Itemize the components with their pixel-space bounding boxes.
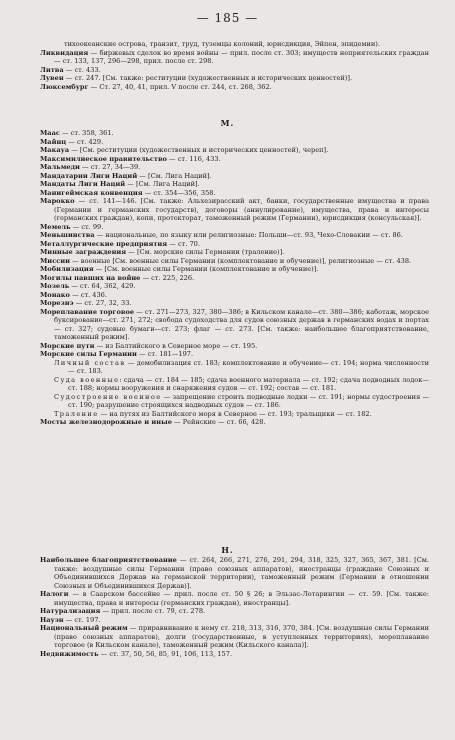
entry-references: — ст. 70.: [167, 239, 200, 248]
entry-references: — ст. 247. [См. также: реституции (художественных и исторических ценностей)].: [63, 74, 353, 82]
entry-references: — биржевых сделок во время войны — прил. после ст. 303; имуществ неприятельских граждан — ст. 133, 137, 296—298, прил. после ст. 298.: [54, 48, 429, 65]
section-letter-n: Н.: [221, 545, 234, 555]
index-entry: [40, 248, 429, 257]
entry-continuation: тихоокеанские острова, транзит, труд, туземцы колоний, юрисдикция, Эйпен, эпидемии).: [64, 40, 380, 48]
index-entry: [40, 299, 429, 308]
entry-heading: Минные заграждения: [40, 248, 127, 256]
entry-references: — запрещение строить подводные лодки — ст. 191; нормы судостроения — ст. 190; разрушение строящихся надводных судов — ст. 186.: [68, 392, 430, 409]
index-entry: [40, 197, 429, 223]
entry-references: — ст. 99.: [70, 222, 104, 231]
entry-references: : сдача — ст. 184 — 185; сдача военного материала — ст. 192; сдача подводных лодок—ст. 188; нормы вооружения и снаряжения судов — ст. 192; состав — ст. 181.: [68, 375, 429, 392]
index-entry: [40, 556, 429, 590]
entry-heading: Мандатарии Лиги Наций: [40, 171, 138, 180]
index-entry: [40, 146, 429, 155]
index-entry: [40, 650, 429, 659]
entry-heading: Морские пути: [40, 341, 95, 350]
entry-heading: Налоги: [40, 590, 69, 598]
entry-heading: Мемель: [40, 222, 71, 231]
index-entry: [40, 607, 429, 616]
entry-heading: Морские силы Германии: [40, 350, 137, 358]
index-entry: [40, 138, 429, 147]
subentry-heading: Судостроение военное: [54, 392, 162, 401]
index-entry: [40, 49, 429, 66]
index-entry: [40, 180, 429, 189]
index-entry: [40, 350, 429, 359]
entry-heading: Макауа: [40, 146, 70, 154]
index-entry: [40, 163, 429, 172]
index-entry: [40, 66, 429, 75]
entry-references: — ст. 181—197.: [136, 350, 194, 358]
index-entry: [40, 74, 429, 83]
index-entry: [40, 616, 429, 625]
entry-references: — ст. 141—146. [См. также: Альхезирасский акт, банки, государственные имущества и права (Германии и германских государств), договоры (аннулирование), имущества, права и интересы (германских граждан), копи, протекторат, таможенный режим (Германии), юрисдикция (консульская)].: [54, 197, 429, 222]
entry-references: — ст. 433.: [63, 65, 101, 74]
entry-references: — ст. 64, 362, 429.: [69, 282, 136, 290]
entry-references: — ст. 354—356, 358.: [142, 188, 216, 197]
entry-references: — Рейнские — ст. 66, 428.: [171, 418, 266, 426]
entry-heading: Манигеймская конвенция: [40, 188, 143, 197]
index-entry: [40, 155, 429, 164]
entry-references: — из Балтийского в Северное море — ст. 195.: [94, 341, 258, 350]
entry-heading: Литва: [40, 65, 64, 74]
entry-heading: Миссии: [40, 256, 71, 265]
entry-heading: Мореплавание торговое: [40, 307, 135, 316]
index-entry: [40, 83, 429, 92]
entry-heading: Морезнэ: [40, 299, 74, 307]
subentry-heading: Траление: [54, 409, 99, 418]
index-entry: [40, 393, 429, 410]
index-entry: [40, 291, 429, 300]
index-entry: [40, 189, 429, 198]
index-entry: [40, 590, 429, 607]
entry-heading: Люксембург: [40, 82, 89, 91]
index-block-top: [40, 40, 429, 91]
entry-heading: Недвижимость: [40, 649, 99, 658]
entry-heading: Могилы павших на войне: [40, 273, 141, 282]
entry-heading: Мандаты Лиги Наций: [40, 180, 126, 188]
index-block-m: [40, 129, 429, 427]
index-entry: [40, 231, 429, 240]
entry-references: — [См. военные силы Германии (комплектование и обучение)].: [93, 265, 319, 273]
index-entry: [40, 274, 429, 283]
entry-references: — приравнивание к нему ст. 218, 313, 316, 370, 384. [См. воздушные силы Германии (право союзных аппаратов), долги (государственные, в уступленных территориях), мореплавание торговое (в Кильском канале), таможенный режим (Кильского канала)].: [54, 624, 429, 649]
index-block-n: [40, 556, 429, 658]
entry-references: — [См. реституции (художественных и исторических ценностей), череп].: [69, 146, 329, 154]
entry-heading: Майнц: [40, 137, 67, 146]
index-entry: [40, 240, 429, 249]
entry-heading: Максимилиеское правительство: [40, 154, 167, 163]
entry-heading: Наибольшее благоприятствование: [40, 556, 177, 564]
entry-references: — ст. 197.: [63, 615, 101, 624]
entry-references: — на путях из Балтийского моря в Северное — ст. 193; тральщики — ст. 182.: [98, 409, 372, 418]
entry-references: — ст. 264, 266, 271, 276, 291, 294, 318, 325, 327, 365, 367, 381. [См. также: воздушные силы Германии (право союзных аппаратов), иностранцы (граждане Союзных и Объединившихся Держав на германской территории), таможенный режим (Германии в отношении Союзных и Объединившихся Держав)].: [54, 556, 429, 590]
entry-references: — ст. 225, 226.: [140, 273, 195, 282]
index-entry: [40, 376, 429, 393]
subentry-heading: Личный состав: [54, 358, 126, 367]
index-entry: [40, 172, 429, 181]
index-entry: [40, 282, 429, 291]
entry-references: — ст. 116, 433.: [166, 154, 221, 163]
index-entry: [40, 342, 429, 351]
entry-heading: Мобилизация: [40, 265, 94, 273]
entry-references: — ст. 37, 50, 56, 85, 91, 106, 113, 157.: [98, 649, 233, 658]
entry-references: — [См. Лига Наций].: [125, 180, 200, 188]
index-entry: [40, 129, 429, 138]
index-entry: [40, 359, 429, 376]
entry-references: — прил. после ст. 79, ст. 278.: [100, 607, 206, 615]
entry-references: — национальные, по языку или религиозные: Польши—ст. 93, Чехо-Словакии — ст. 86.: [94, 231, 403, 239]
entry-references: — ст. 271—273, 327, 380—386; в Кильском канале—ст. 380—386; каботаж, морское буксирование—ст. 271, 272; свобода судоходства для судов союзных держав в германских водах и портах — ст. 327; судовые бумаги—ст. 273; флаг — ст. 273. [См. также: наибольшее благоприятствование, таможенный режим].: [54, 307, 429, 341]
entry-references: — ст. 27, 34—39.: [79, 163, 141, 171]
index-entry: [40, 223, 429, 232]
entry-references: — Ст. 27, 40, 41, прил. V после ст. 244, ст. 268, 362.: [88, 82, 272, 91]
entry-heading: Национальный режим: [40, 624, 128, 632]
entry-heading: Ликвидация: [40, 48, 89, 57]
entry-references: — в Саарском бассейне — прил. после ст. 50 § 26; в Эльзас-Лотарингии — ст. 59. [См. также: имущества, права и интересы (германских граждан), иностранцы].: [54, 590, 429, 607]
page-number: — 185 —: [196, 11, 259, 25]
entry-references: — ст. 358, 361.: [59, 129, 114, 137]
entry-heading: Лувен: [40, 74, 64, 82]
entry-heading: Мозель: [40, 282, 70, 290]
entry-references: — военные [См. военные силы Германии (комплектование и обучение)], религиозные — ст. 438.: [70, 256, 412, 265]
entry-heading: Маас: [40, 129, 60, 137]
subentry-heading: Суда военные: [54, 375, 120, 384]
index-entry: [40, 418, 429, 427]
index-entry: [40, 308, 429, 342]
entry-references: — [См. морские силы Германии (траление)].: [126, 248, 285, 256]
index-entry: [40, 40, 429, 49]
entry-heading: Мальмеди: [40, 163, 80, 171]
entry-references: — ст. 429.: [66, 137, 104, 146]
entry-heading: Марокко: [40, 197, 75, 205]
index-entry: [40, 265, 429, 274]
index-entry: [40, 624, 429, 650]
entry-references: — ст. 27, 32, 33.: [73, 299, 132, 307]
entry-heading: Натурализация: [40, 607, 101, 615]
entry-heading: Металлургические предприятия: [40, 239, 168, 248]
index-entry: [40, 410, 429, 419]
entry-references: — демобилизация ст. 183; комплектование и обучение— ст. 194; норма численности — ст. 183.: [68, 358, 429, 375]
entry-references: — [См. Лига Наций].: [137, 171, 212, 180]
entry-heading: Мосты железнодорожные и иные: [40, 418, 172, 426]
entry-references: — ст. 436.: [69, 290, 107, 299]
entry-heading: Науэн: [40, 615, 64, 624]
entry-heading: Меньшинства: [40, 231, 95, 239]
index-entry: [40, 257, 429, 266]
entry-heading: Монако: [40, 290, 70, 299]
section-letter-m: М.: [220, 118, 235, 128]
